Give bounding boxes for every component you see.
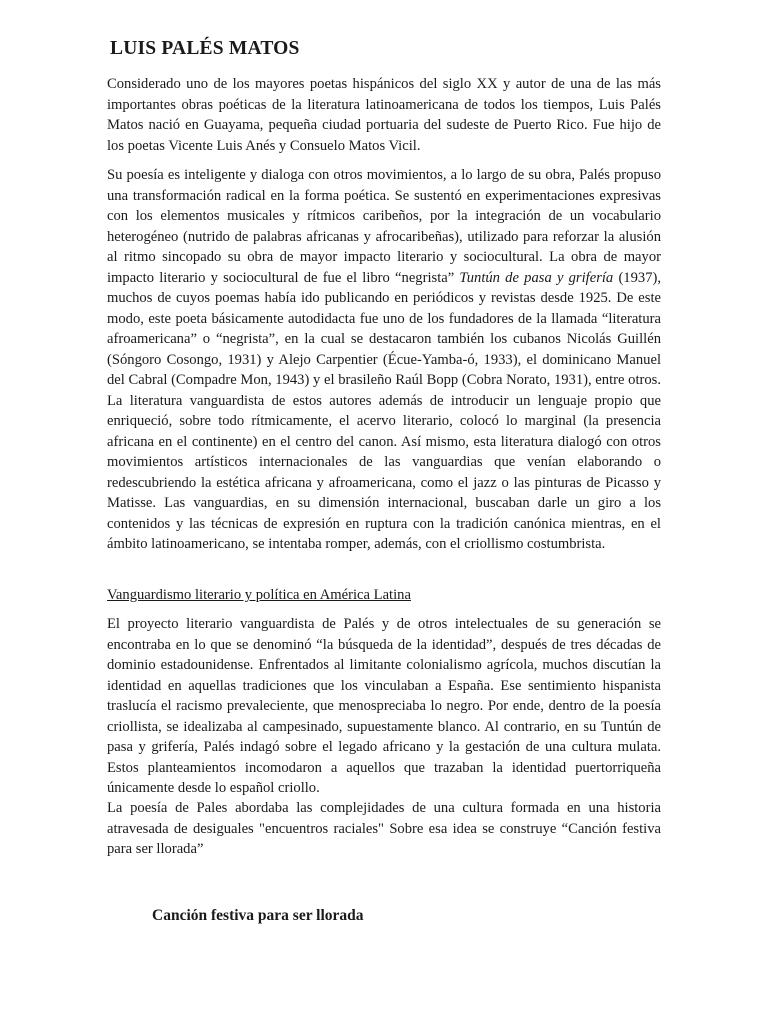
paragraph-identity: El proyecto literario vanguardista de Palés y de otros intelectuales de su generación se encontraba en lo que se denominó “la búsqueda de la identidad”, después de tres décadas de dominio estadounidense. Enfrentados al limitante colonialismo agrícola, muchos discutían la identidad en aquellas tradiciones que los vinculaban a España. Ese sentimiento hispanista traslucía el racismo prevaleciente, que menospreciaba lo negro. Por ende, dentro de la poesía criollista, se idealizaba al campesinado, supuestamente blanco. Al contrario, en su Tuntún de pasa y grifería, Palés indagó sobre el legado africano y la gestación de una cultura mulata. Estos planteamientos incomodaron a aquellos que trazaban la identidad puertorriqueña únicamente desde lo español criollo. <box>107 616 661 796</box>
poem-title: Canción festiva para ser llorada <box>152 907 364 924</box>
section-heading: Vanguardismo literario y política en América Latina <box>107 587 411 603</box>
paragraph-poem-intro: La poesía de Pales abordaba las complejidades de una cultura formada en una historia atravesada de desiguales "encuentros raciales" Sobre esa idea se construye “Canción festiva para ser llorada” <box>107 800 661 857</box>
paragraph-poetry-part2: (1937), muchos de cuyos poemas había ido publicando en periódicos y revistas desde 1925. De este modo, este poeta básicamente autodidacta fue uno de los fundadores de la llamada “literatura afroamericana” o “negrista”, en la cual se destacaron también los cubanos Nicolás Guillén (Sóngoro Cosongo, 1931) y Alejo Carpentier (Écue-Yamba-ó, 1933), el dominicano Manuel del Cabral (Compadre Mon, 1943) y el brasileño Raúl Bopp (Cobra Norato, 1931), entre otros. La literatura vanguardista de estos autores además de introducir un lenguaje propio que enriqueció, sobre todo rítmicamente, el acervo literario, colocó lo marginal (la presencia africana en el continente) en el centro del canon. Así mismo, esta literatura dialogó con otros movimientos artísticos internacionales de las vanguardias que venían elaborando o redescubriendo la estética africana y afroamericana, como el jazz o las pinturas de Picasso y Matisse. Las vanguardias, en su dimensión internacional, buscaban darle un giro a los contenidos y las técnicas de expresión en ruptura con la tradición canónica mientras, en el ámbito latinoamericano, se intentaba romper, además, con el criollismo costumbrista. <box>107 269 661 552</box>
paragraph-poetry-part1: Su poesía es inteligente y dialoga con otros movimientos, a lo largo de su obra, Palés propuso una transformación radical en la forma poética. Se sustentó en experimentaciones expresivas con los elementos musicales y rítmicos caribeños, por la integración de un vocabulario heterogéneo (nutrido de palabras africanas y afrocaribeñas), utilizado para reforzar la alusión al ritmo sincopado su obra de mayor impacto literario y sociocultural. La obra de mayor impacto literario y sociocultural de fue el libro “negrista” <box>107 167 661 286</box>
paragraph-poetry <box>107 165 661 555</box>
document-title: LUIS PALÉS MATOS <box>110 38 300 59</box>
book-title-italic: Tuntún de pasa y grifería <box>459 269 614 286</box>
paragraph-intro: Considerado uno de los mayores poetas hispánicos del siglo XX y autor de una de las más importantes obras poéticas de la literatura latinoamericana de todos los tiempos, Luis Palés Matos nació en Guayama, pequeña ciudad portuaria del sudeste de Puerto Rico. Fue hijo de los poetas Vicente Luis Anés y Consuelo Matos Vicil. <box>107 76 661 154</box>
